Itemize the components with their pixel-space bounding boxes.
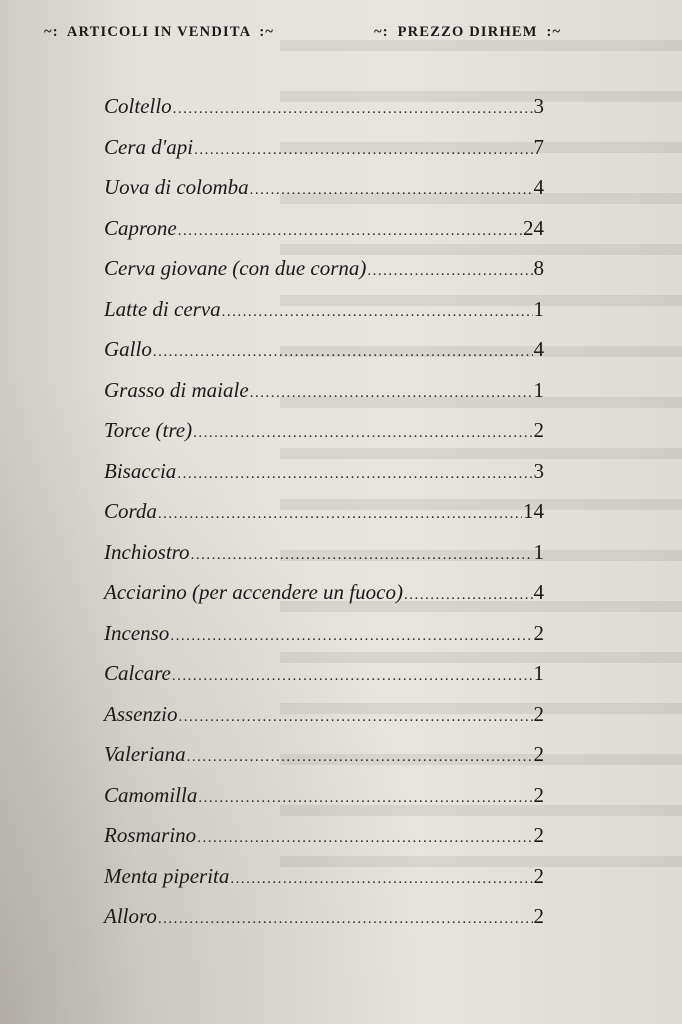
list-item [104, 370, 544, 411]
list-item [104, 208, 544, 249]
item-name: Torce (tre) [104, 418, 193, 442]
item-name: Camomilla [104, 782, 198, 807]
item-price: 4 [533, 175, 544, 199]
list-item [104, 491, 544, 532]
item-price: 4 [533, 580, 544, 604]
ornament-left-close: :~ [259, 24, 275, 40]
item-name: Assenzio [104, 701, 178, 726]
item-price: 2 [533, 620, 544, 645]
item-price: 14 [523, 499, 544, 523]
ornament-right-close: :~ [546, 24, 562, 40]
list-item [104, 289, 544, 330]
item-name: Cerva giovane (con due corna) [104, 256, 367, 280]
item-name: Uova di colomba [104, 175, 249, 199]
list-item [104, 694, 544, 735]
item-name: Bisaccia [104, 458, 177, 483]
dot-leader [230, 859, 532, 900]
dot-leader [191, 535, 533, 576]
item-price: 2 [533, 823, 544, 847]
table-header [40, 24, 600, 46]
item-name: Valeriana [104, 742, 186, 766]
item-price: 2 [533, 904, 544, 928]
dot-leader [173, 89, 533, 130]
list-item [104, 329, 544, 370]
dot-leader [179, 697, 533, 738]
list-item [104, 167, 544, 208]
dot-leader [250, 373, 533, 414]
dot-leader [177, 454, 532, 495]
dot-leader [404, 575, 533, 616]
list-item [104, 613, 544, 654]
item-price: 24 [523, 215, 544, 240]
item-name: Incenso [104, 620, 170, 645]
list-item [104, 775, 544, 816]
item-price: 7 [533, 134, 544, 159]
item-name: Corda [104, 499, 157, 523]
header-items-column [40, 24, 278, 41]
dot-leader [158, 494, 522, 535]
item-name: Coltello [104, 94, 172, 118]
dot-leader [194, 130, 532, 171]
dot-leader [170, 616, 532, 657]
list-item [104, 86, 544, 127]
dot-leader [222, 292, 533, 333]
dot-leader [178, 211, 522, 252]
item-price: 2 [533, 863, 544, 888]
dot-leader [153, 332, 533, 373]
price-list [104, 86, 544, 937]
list-item [104, 248, 544, 289]
dot-leader [187, 737, 533, 778]
item-price: 8 [533, 256, 544, 280]
dot-leader [193, 413, 532, 454]
list-item [104, 653, 544, 694]
ornament-right-open: ~: [374, 24, 389, 40]
list-item [104, 451, 544, 492]
dot-leader [158, 899, 533, 940]
item-name: Alloro [104, 904, 157, 928]
item-price: 1 [533, 539, 544, 564]
item-price: 3 [533, 94, 544, 118]
header-items-label: ARTICOLI IN VENDITA [66, 24, 251, 40]
item-price: 1 [533, 377, 544, 402]
list-item [104, 856, 544, 897]
list-item [104, 896, 544, 937]
ornament-left-open: ~: [44, 24, 59, 40]
item-name: Caprone [104, 215, 177, 240]
item-name: Menta piperita [104, 863, 230, 888]
item-price: 3 [533, 458, 544, 483]
dot-leader [198, 778, 532, 819]
item-name: Cera d'api [104, 134, 194, 159]
item-price: 2 [533, 418, 544, 442]
item-name: Acciarino (per accendere un fuoco) [104, 580, 403, 604]
item-price: 2 [533, 742, 544, 766]
item-name: Grasso di maiale [104, 377, 249, 402]
item-price: 4 [533, 337, 544, 361]
item-name: Latte di cerva [104, 296, 221, 321]
dot-leader [250, 170, 533, 211]
dot-leader [197, 818, 532, 859]
item-name: Calcare [104, 661, 171, 685]
list-item [104, 127, 544, 168]
item-price: 2 [533, 782, 544, 807]
header-price-label: PREZZO DIRHEM [397, 24, 538, 40]
item-price: 1 [533, 296, 544, 321]
item-name: Gallo [104, 337, 152, 361]
list-item [104, 815, 544, 856]
list-item [104, 572, 544, 613]
list-item [104, 532, 544, 573]
item-name: Inchiostro [104, 539, 190, 564]
item-price: 1 [533, 661, 544, 685]
list-item [104, 734, 544, 775]
dot-leader [172, 656, 533, 697]
header-price-column [370, 24, 565, 41]
item-name: Rosmarino [104, 823, 197, 847]
item-price: 2 [533, 701, 544, 726]
list-item [104, 410, 544, 451]
dot-leader [367, 251, 532, 292]
